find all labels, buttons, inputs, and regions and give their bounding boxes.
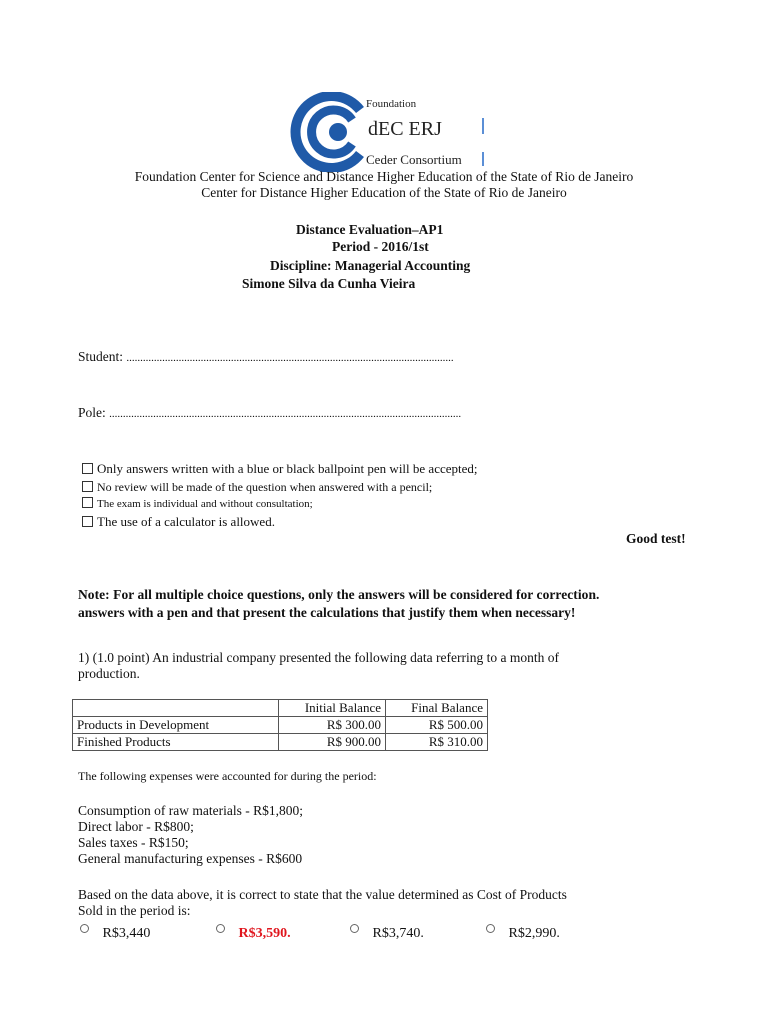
expense-item: Consumption of raw materials - R$1,800; bbox=[78, 803, 303, 818]
table-cell: R$ 300.00 bbox=[279, 717, 386, 734]
good-test-text: Good test! bbox=[626, 531, 686, 546]
logo-top-text: Foundation bbox=[366, 98, 417, 110]
rule-item: The exam is individual and without consultation; bbox=[82, 497, 622, 510]
radio-icon[interactable] bbox=[80, 924, 89, 933]
checkbox-icon bbox=[82, 463, 93, 474]
question-intro-line-2: production. bbox=[78, 666, 140, 681]
option-c[interactable]: R$3,740. bbox=[350, 924, 424, 942]
radio-icon[interactable] bbox=[350, 924, 359, 933]
table-cell: Products in Development bbox=[73, 717, 279, 734]
balance-table bbox=[72, 699, 488, 751]
table-header-cell: Initial Balance bbox=[279, 700, 386, 717]
note-line-2: answers with a pen and that present the calculations that justify them when necessary! bbox=[78, 605, 576, 620]
table-row bbox=[73, 717, 488, 734]
table-header-cell bbox=[73, 700, 279, 717]
header-line-2: Center for Distance Higher Education of the State of Rio de Janeiro bbox=[201, 185, 567, 200]
logo-main-text: dEC ERJ bbox=[368, 118, 442, 140]
rule-item: The use of a calculator is allowed. bbox=[82, 514, 622, 530]
table-cell: R$ 900.00 bbox=[279, 734, 386, 751]
student-field[interactable] bbox=[78, 349, 454, 365]
radio-icon[interactable] bbox=[486, 924, 495, 933]
table-header-row bbox=[73, 700, 488, 717]
expense-item: Direct labor - R$800; bbox=[78, 819, 194, 834]
pole-field[interactable] bbox=[78, 405, 461, 421]
table-cell: R$ 500.00 bbox=[386, 717, 488, 734]
question-intro-line-1: 1) (1.0 point) An industrial company presented the following data referring to a month of bbox=[78, 650, 560, 665]
option-d[interactable]: R$2,990. bbox=[486, 924, 560, 942]
checkbox-icon bbox=[82, 516, 93, 527]
expenses-intro: The following expenses were accounted for during the period: bbox=[78, 769, 377, 783]
table-header-cell: Final Balance bbox=[386, 700, 488, 717]
rule-item: No review will be made of the question when answered with a pencil; bbox=[82, 480, 622, 495]
logo-bottom-text: Ceder Consortium bbox=[366, 152, 462, 167]
exam-period: Period - 2016/1st bbox=[332, 239, 429, 254]
logo-accent-bar-2 bbox=[482, 152, 484, 166]
table-cell: Finished Products bbox=[73, 734, 279, 751]
pole-dots: ................................................................................................................................ bbox=[109, 408, 462, 420]
logo-accent-bar bbox=[482, 118, 484, 134]
question-line-2: Sold in the period is: bbox=[78, 903, 191, 918]
checkbox-icon bbox=[82, 481, 93, 492]
exam-discipline: Discipline: Managerial Accounting bbox=[270, 258, 471, 273]
table-cell: R$ 310.00 bbox=[386, 734, 488, 751]
question-line-1: Based on the data above, it is correct to state that the value determined as Cost of Products bbox=[78, 887, 567, 902]
radio-icon[interactable] bbox=[216, 924, 225, 933]
checkbox-icon bbox=[82, 497, 93, 508]
student-label: Student: bbox=[78, 349, 124, 364]
pole-label: Pole: bbox=[78, 405, 106, 420]
option-a[interactable]: R$3,440 bbox=[80, 924, 150, 942]
header-line-1: Foundation Center for Science and Distance Higher Education of the State of Rio de Janeiro bbox=[134, 169, 634, 184]
expense-item: General manufacturing expenses - R$600 bbox=[78, 851, 303, 866]
exam-title: Distance Evaluation–AP1 bbox=[296, 222, 444, 237]
rule-item: Only answers written with a blue or black ballpoint pen will be accepted; bbox=[82, 461, 622, 477]
logo-rings-icon bbox=[282, 92, 372, 172]
exam-teacher: Simone Silva da Cunha Vieira bbox=[242, 276, 416, 291]
option-b[interactable]: R$3,590. bbox=[216, 924, 291, 942]
expense-item: Sales taxes - R$150; bbox=[78, 835, 189, 850]
student-dots: ....................................................................................................................... bbox=[126, 352, 454, 364]
note-line-1: Note: For all multiple choice questions, only the answers will be considered for correction. bbox=[78, 587, 600, 602]
table-row bbox=[73, 734, 488, 751]
institution-logo bbox=[282, 92, 502, 172]
